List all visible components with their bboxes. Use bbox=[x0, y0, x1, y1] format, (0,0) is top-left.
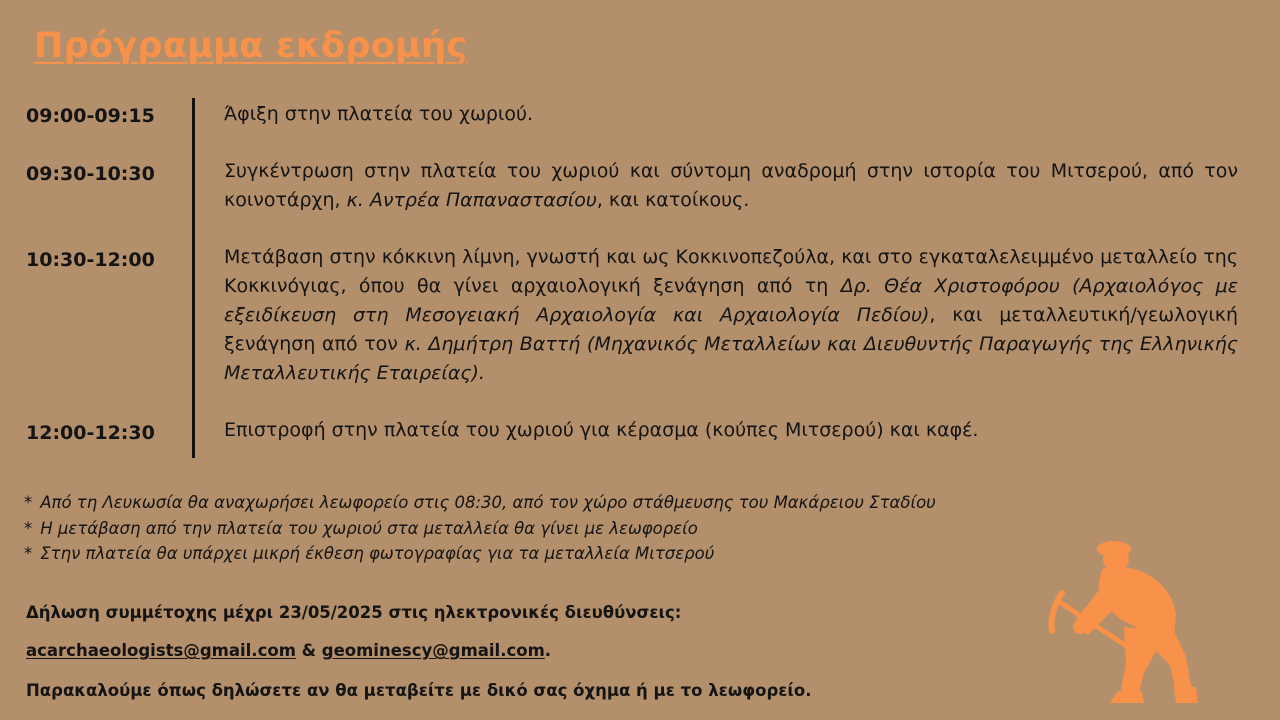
schedule-time-3: 10:30-12:00 bbox=[26, 249, 155, 271]
page-title: Πρόγραμμα εκδρομής bbox=[34, 26, 468, 66]
schedule-desc-3-engineer: κ. Δημήτρη Βαττή (Μηχανικός Μεταλλείων και Διευθυντής Παραγωγής της Ελληνικής Μεταλλευτικής Εταιρείας). bbox=[224, 333, 1238, 384]
schedule-desc-4: Επιστροφή στην πλατεία του χωριού για κέρασμα (κούπες Μιτσερού) και καφέ. bbox=[224, 419, 979, 441]
email-link-archaeologists[interactable]: acarchaeologists@gmail.com bbox=[26, 641, 296, 660]
schedule-desc-3-part-c: , και μεταλλευτική/γεωλογική ξενάγηση από τον bbox=[224, 304, 1238, 355]
registration-deadline: Δήλωση συμμέτοχης μέχρι 23/05/2025 στις ηλεκτρονικές διευθύνσεις: bbox=[26, 603, 682, 622]
note-text: Στην πλατεία θα υπάρχει μικρή έκθεση φωτογραφίας για τα μεταλλεία Μιτσερού bbox=[40, 544, 715, 563]
registration-request: Παρακαλούμε όπως δηλώσετε αν θα μεταβείτε με δικό σας όχημα ή με το λεωφορείο. bbox=[26, 681, 812, 700]
note-marker: * bbox=[24, 518, 33, 538]
email-link-geomines[interactable]: geominescy@gmail.com bbox=[321, 641, 545, 660]
note-item bbox=[24, 516, 936, 542]
notes-list bbox=[24, 490, 936, 567]
schedule-desc-2 bbox=[224, 157, 1238, 215]
email-period: . bbox=[544, 641, 552, 660]
schedule-desc-3-part-a: Μετάβαση στην κόκκινη λίμνη, γνωστή και ως Κοκκινοπεζούλα, και στο εγκαταλελειμμένο μεταλλείο της Κοκκινόγιας, όπου θα γίνει αρχαιολογική ξενάγηση από τη bbox=[224, 246, 1238, 297]
schedule-time-2: 09:30-10:30 bbox=[26, 163, 155, 185]
schedule-desc-2-mayor: κ. Αντρέα Παπαναστασίου bbox=[346, 189, 597, 211]
miner-silhouette-icon bbox=[1040, 535, 1215, 705]
schedule-time-1: 09:00-09:15 bbox=[26, 105, 155, 127]
timeline-divider bbox=[192, 98, 195, 458]
note-marker: * bbox=[24, 493, 33, 512]
schedule-desc-2-part-c: , και κατοίκους. bbox=[596, 189, 750, 211]
note-text: Από τη Λευκωσία θα αναχωρήσει λεωφορείο στις 08:30, από τον χώρο στάθμευσης του Μακάρειου Σταδίου bbox=[40, 493, 936, 512]
note-item bbox=[24, 490, 936, 516]
note-text: Η μετάβαση από την πλατεία του χωριού στα μεταλλεία θα γίνει με λεωφορείο bbox=[40, 518, 698, 538]
registration-emails bbox=[26, 641, 551, 660]
schedule-desc-1: Άφιξη στην πλατεία του χωριού. bbox=[224, 103, 534, 125]
schedule-desc-3 bbox=[224, 243, 1238, 388]
email-separator: & bbox=[295, 641, 322, 660]
schedule-time-4: 12:00-12:30 bbox=[26, 422, 155, 444]
schedule-desc-2-part-a: Συγκέντρωση στην πλατεία του χωριού και σύντομη αναδρομή στην ιστορία του Μιτσερού, από τον κοινοτάρχη, bbox=[224, 160, 1238, 211]
note-marker: * bbox=[24, 544, 33, 563]
schedule-desc-3-archaeologist: Δρ. Θέα Χριστοφόρου (Αρχαιολόγος με εξειδίκευση στη Μεσογειακή Αρχαιολογία και Αρχαιολογία Πεδίου) bbox=[224, 275, 1239, 326]
note-item bbox=[24, 541, 936, 567]
